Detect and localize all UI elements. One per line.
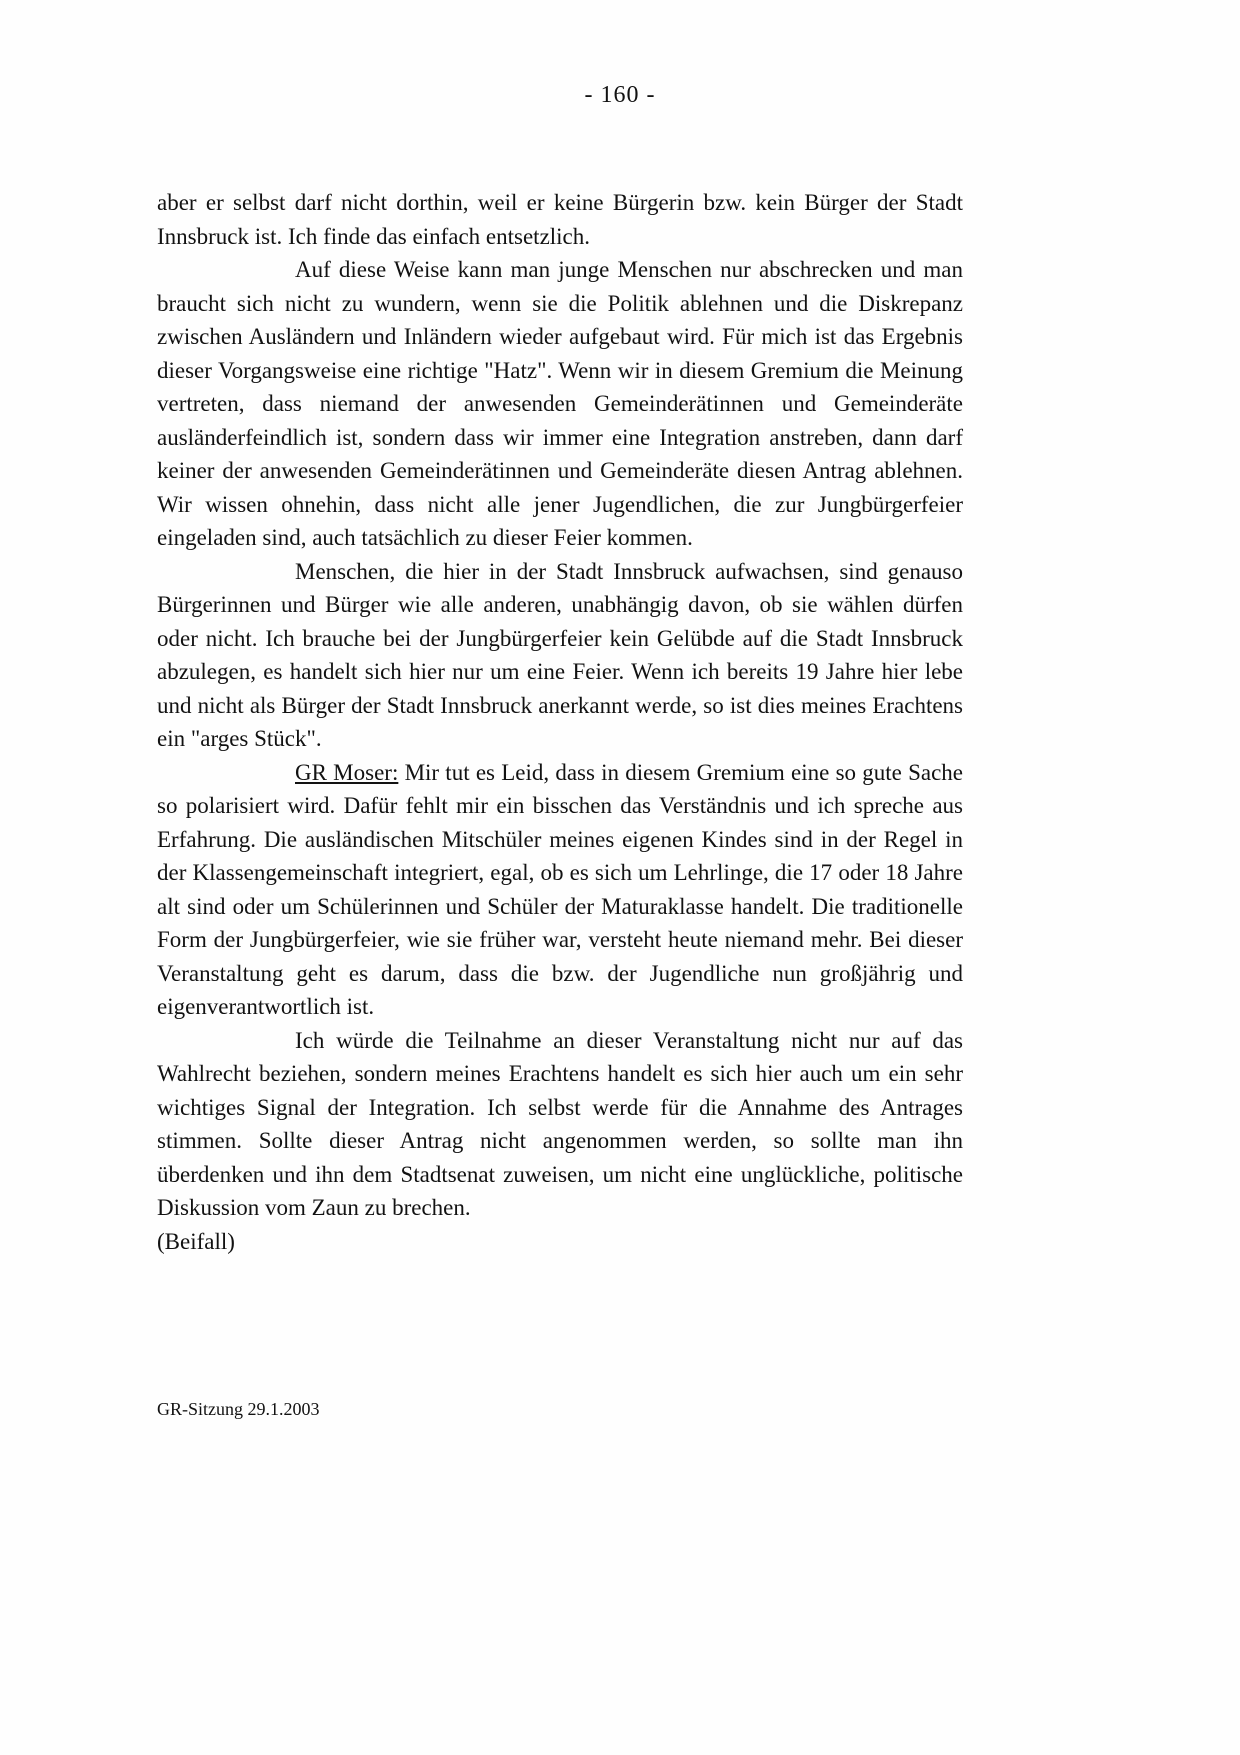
paragraph: Auf diese Weise kann man junge Menschen nur abschrecken und man braucht sich nicht zu wundern, wenn sie die Politik ablehnen und die Diskrepanz zwischen Ausländern und Inländern wieder aufgebaut wird. Für mich ist das Ergebnis dieser Vorgangsweise eine richtige "Hatz". Wenn wir in diesem Gremium die Meinung vertreten, dass niemand der anwesenden Gemeinderätinnen und Gemeinderäte ausländerfeindlich ist, sondern dass wir immer eine Integration anstreben, dann darf keiner der anwesenden Gemeinderätinnen und Gemeinderäte diesen Antrag ablehnen. Wir wissen ohnehin, dass nicht alle jener Jugendlichen, die zur Jungbürgerfeier eingeladen sind, auch tatsächlich zu dieser Feier kommen. — [157, 257, 963, 550]
paragraph: Menschen, die hier in der Stadt Innsbruck aufwachsen, sind genauso Bürgerinnen und Bürger wie alle anderen, unabhängig davon, ob sie wählen dürfen oder nicht. Ich brauche bei der Jungbürgerfeier kein Gelübde auf die Stadt Innsbruck abzulegen, es handelt sich hier nur um eine Feier. Wenn ich bereits 19 Jahre hier lebe und nicht als Bürger der Stadt Innsbruck anerkannt werde, so ist dies meines Erachtens ein "arges Stück". — [157, 558, 963, 751]
page-footer: GR-Sitzung 29.1.2003 — [157, 1399, 320, 1419]
speaker-text: Mir tut es Leid, dass in diesem Gremium eine so gute Sache so polarisiert wird. Dafür fehlt mir ein bisschen das Verständnis und ich spreche aus Erfahrung. Die ausländischen Mitschüler meines eigenen Kindes sind in der Regel in der Klassengemeinschaft integriert, egal, ob es sich um Lehrlinge, die 17 oder 18 Jahre alt sind oder um Schülerinnen und Schüler der Maturaklasse handelt. Die traditionelle Form der Jungbürgerfeier, wie sie früher war, versteht heute niemand mehr. Bei dieser Veranstaltung geht es darum, dass die bzw. der Jugendliche nun großjährig und eigenverantwortlich ist. — [157, 759, 963, 1019]
page-number: - 160 - — [584, 82, 656, 108]
body-text — [157, 186, 963, 1258]
paragraph: Ich würde die Teilnahme an dieser Veranstaltung nicht nur auf das Wahlrecht beziehen, sondern meines Erachtens handelt es sich hier auch um ein sehr wichtiges Signal der Integration. Ich selbst werde für die Annahme des Antrages stimmen. Sollte dieser Antrag nicht angenommen werden, so sollte man ihn überdenken und ihn dem Stadtsenat zuweisen, um nicht eine unglückliche, politische Diskussion vom Zaun zu brechen. — [157, 1027, 963, 1220]
speaker-label: GR Moser: — [295, 759, 399, 785]
paragraph-continuation: aber er selbst darf nicht dorthin, weil er keine Bürgerin bzw. kein Bürger der Stadt Innsbruck ist. Ich finde das einfach entsetzlich. — [157, 190, 963, 249]
paragraph-speaker-moser — [157, 756, 963, 1024]
paragraph-applause: (Beifall) — [157, 1228, 235, 1254]
